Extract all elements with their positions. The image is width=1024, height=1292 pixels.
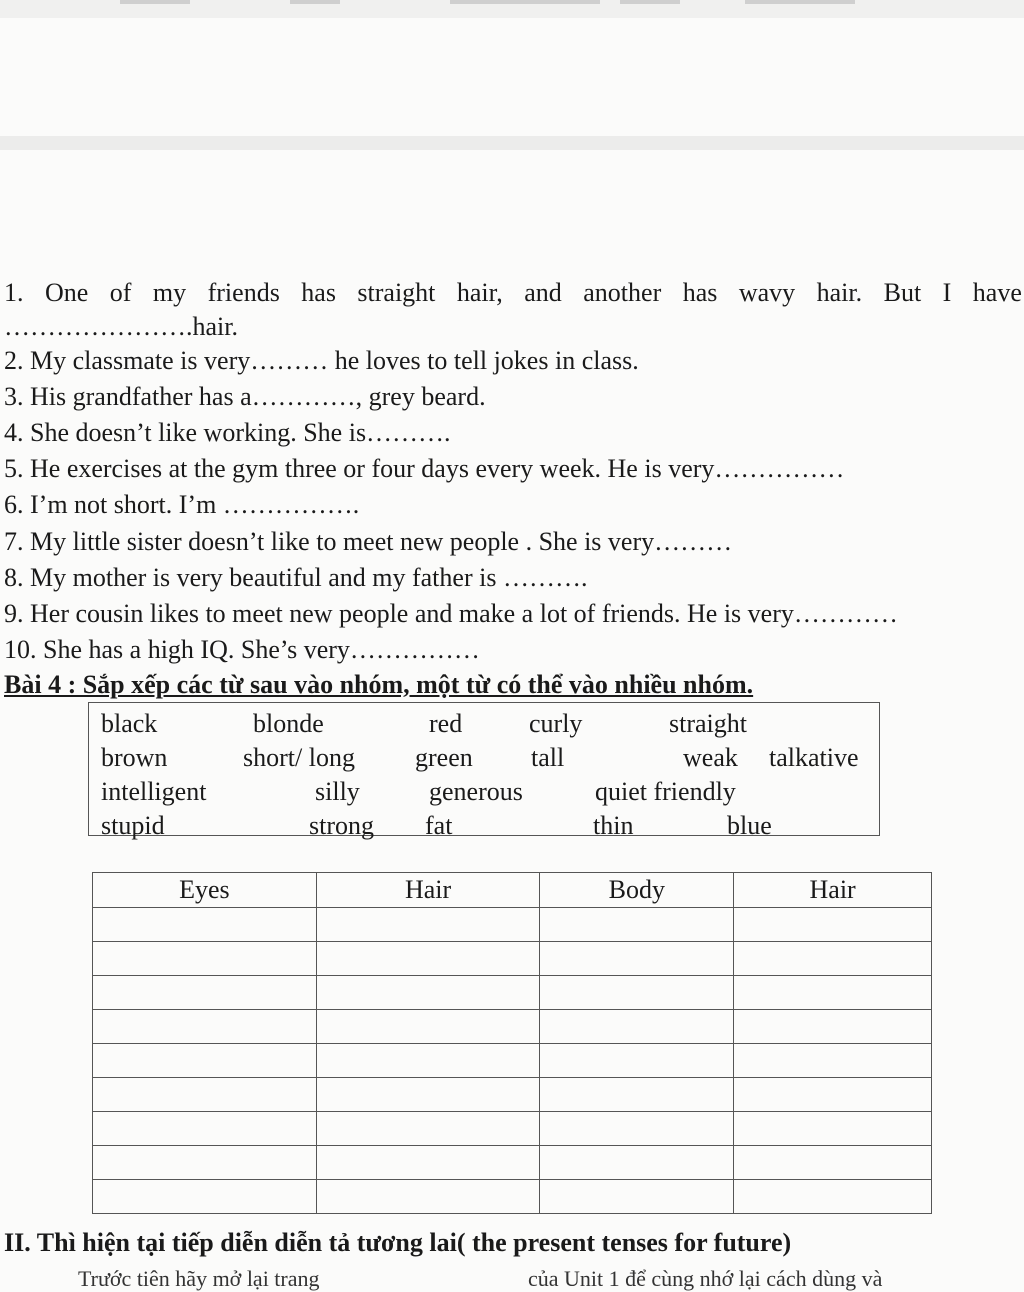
question-4: 4. She doesn’t like working. She is………. bbox=[4, 418, 451, 447]
word: brown bbox=[101, 743, 168, 772]
question-10: 10. She has a high IQ. She’s very…………… bbox=[4, 635, 480, 664]
word: quiet friendly bbox=[595, 777, 736, 806]
word: weak bbox=[683, 743, 738, 772]
header-eyes: Eyes bbox=[93, 873, 317, 908]
question-2: 2. My classmate is very……… he loves to tell jokes in class. bbox=[4, 346, 639, 375]
table-row bbox=[93, 976, 932, 1010]
word: tall bbox=[531, 743, 565, 772]
question-3: 3. His grandfather has a…………, grey beard. bbox=[4, 382, 486, 411]
page-divider bbox=[0, 136, 1024, 150]
question-1: 1. One of my friends has straight hair, and another has wavy hair. But I have bbox=[4, 278, 1022, 307]
table-row bbox=[93, 942, 932, 976]
word: silly bbox=[315, 777, 360, 806]
word: generous bbox=[429, 777, 523, 806]
question-5: 5. He exercises at the gym three or four days every week. He is very…………… bbox=[4, 454, 845, 483]
classification-table bbox=[92, 872, 932, 1214]
header-hair: Hair bbox=[316, 873, 540, 908]
table-row bbox=[93, 1112, 932, 1146]
word: straight bbox=[669, 709, 747, 738]
table-row bbox=[93, 1044, 932, 1078]
table-row bbox=[93, 1180, 932, 1214]
word: black bbox=[101, 709, 158, 738]
table-row bbox=[93, 1010, 932, 1044]
word: short/ long bbox=[243, 743, 355, 772]
word: blonde bbox=[253, 709, 324, 738]
cut-off-text-right: của Unit 1 để cùng nhớ lại cách dùng và bbox=[528, 1266, 883, 1291]
word: curly bbox=[529, 709, 583, 738]
question-6: 6. I’m not short. I’m ……………. bbox=[4, 490, 360, 519]
header-body: Body bbox=[540, 873, 734, 908]
top-edge bbox=[0, 0, 1024, 18]
table-row bbox=[93, 1146, 932, 1180]
question-1-continuation: ………………….hair. bbox=[4, 312, 238, 341]
word: intelligent bbox=[101, 777, 207, 806]
word: talkative bbox=[769, 743, 859, 772]
word: red bbox=[429, 709, 463, 738]
word: strong bbox=[309, 811, 374, 840]
table-row bbox=[93, 1078, 932, 1112]
exercise-4-heading: Bài 4 : Sắp xếp các từ sau vào nhóm, một từ có thể vào nhiều nhóm. bbox=[4, 670, 754, 699]
table-row bbox=[93, 908, 932, 942]
question-9: 9. Her cousin likes to meet new people and make a lot of friends. He is very………… bbox=[4, 599, 898, 628]
word: green bbox=[415, 743, 473, 772]
question-7: 7. My little sister doesn’t like to meet new people . She is very……… bbox=[4, 527, 733, 556]
word: fat bbox=[425, 811, 453, 840]
cut-off-text-left: Trước tiên hãy mở lại trang bbox=[78, 1266, 320, 1291]
question-8: 8. My mother is very beautiful and my father is ………. bbox=[4, 563, 588, 592]
word-bank bbox=[88, 702, 880, 840]
section-2-heading: II. Thì hiện tại tiếp diễn diễn tả tương lai( the present tenses for future) bbox=[4, 1228, 792, 1257]
word: thin bbox=[593, 811, 634, 840]
word: blue bbox=[727, 811, 772, 840]
header-hair-2: Hair bbox=[734, 873, 932, 908]
word: stupid bbox=[101, 811, 165, 840]
